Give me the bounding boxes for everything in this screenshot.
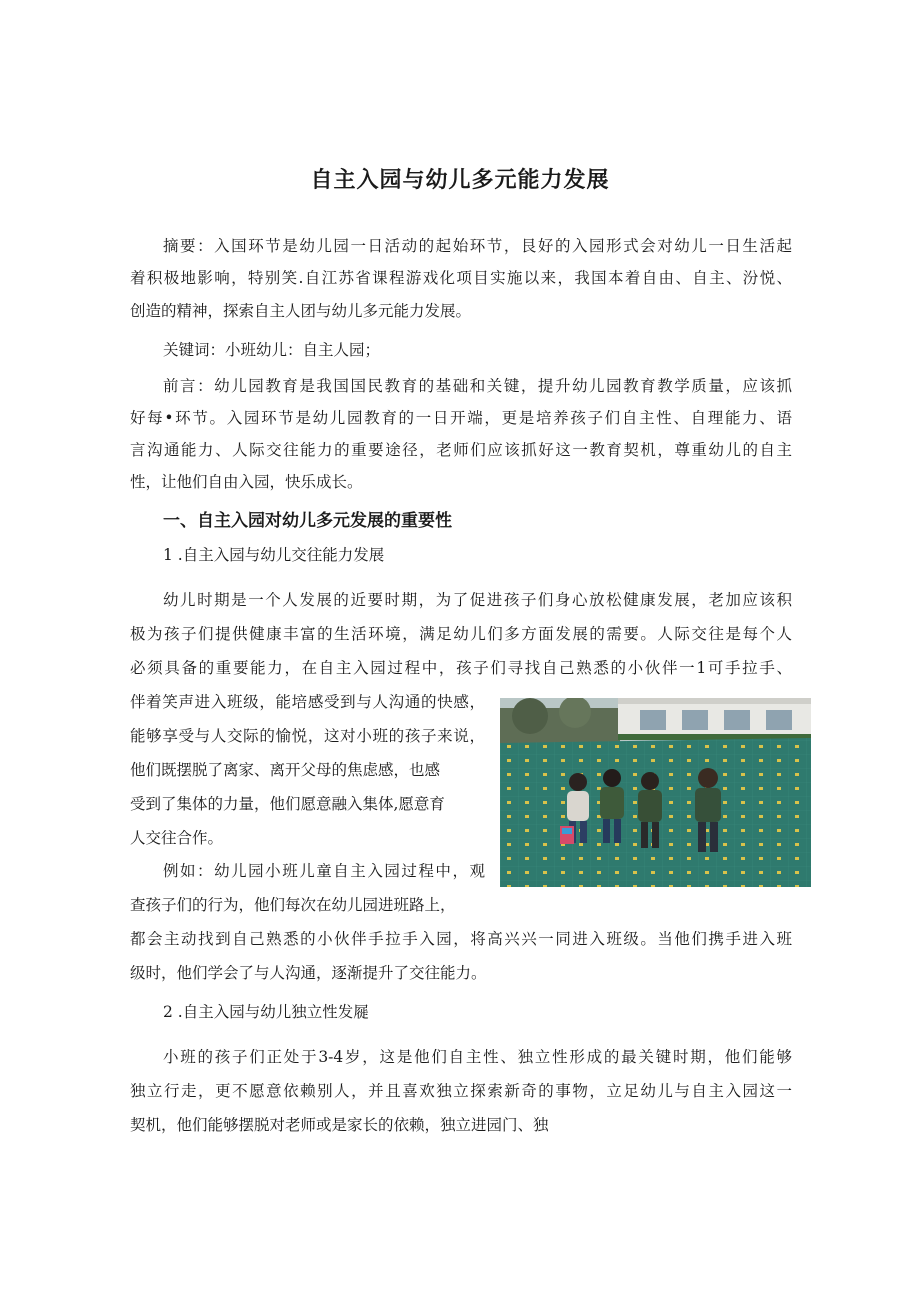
paragraph-line: 能够享受与人交际的愉悦，这对小班的孩子来说， [130, 727, 485, 745]
abstract-line-2: 着积极地影响，特别笑.自江苏省课程游戏化项目实施以来，我国本着自由、自主、汾悦、 [130, 269, 792, 287]
page-title: 自主入园与幼儿多元能力发展 [310, 168, 610, 193]
children-photo-drawing [500, 698, 811, 887]
paragraph-line: 幼儿时期是一个人发展的近要时期，为了促进孩子们身心放松健康发展，老加应该积 [163, 591, 792, 609]
paragraph-line: 他们既摆脱了离家、离开父母的焦虑感，也感 [130, 761, 441, 779]
preface-line-3: 言沟通能力、人际交往能力的重要途径，老师们应该抓好这一教育契机，尊重幼儿的自主 [130, 441, 792, 459]
preface-line-4: 性，让他们自由入园，快乐成长。 [130, 473, 363, 491]
paragraph-line: 级时，他们学会了与人沟通，逐渐提升了交往能力。 [130, 964, 487, 982]
paragraph-line: 独立行走，更不愿意依赖别人，并且喜欢独立探索新奇的事物，立足幼儿与自主入园这一 [130, 1082, 792, 1100]
paragraph-line: 人交往合作。 [130, 829, 224, 847]
paragraph-line: 小班的孩子们正处于3-4岁，这是他们自主性、独立性形成的最关键时期，他们能够 [163, 1048, 792, 1066]
section-heading-1: 一、自主入园对幼儿多元发展的重要性 [163, 511, 452, 531]
paragraph-line: 查孩子们的行为，他们每次在幼儿园进班路上， [130, 896, 456, 914]
keywords-line: 关键词：小班幼儿：自主人园； [163, 341, 381, 359]
subsection-heading-2: 2 .自主入园与幼儿独立性发屣 [163, 1003, 369, 1021]
paragraph-line: 例如：幼儿园小班儿童自主入园过程中，观 [163, 862, 485, 880]
preface-line-1: 前言：幼儿园教育是我国国民教育的基础和关键，提升幼儿园教育教学质量，应该抓 [163, 377, 792, 395]
paragraph-line: 都会主动找到自己熟悉的小伙伴手拉手入园，将高兴兴一同进入班级。当他们携手进入班 [130, 930, 792, 948]
abstract-line-3: 创造的精神，探索自主人团与幼儿多元能力发展。 [130, 302, 472, 320]
paragraph-line: 受到了集体的力量，他们愿意融入集体,愿意育 [130, 795, 445, 813]
paragraph-line: 伴着笑声进入班级，能培感受到与人沟通的快感， [130, 693, 485, 711]
children-photo [500, 698, 811, 887]
preface-line-2: 好每•环节。入园环节是幼儿园教育的一日开端，更是培养孩子们自主性、自理能力、语 [130, 409, 792, 427]
paragraph-line: 契机，他们能够摆脱对老师或是家长的依赖，独立进园门、独 [130, 1116, 549, 1134]
paragraph-line: 极为孩子们提供健康丰富的生活环境，满足幼儿们多方面发展的需要。人际交往是每个人 [130, 625, 792, 643]
abstract-line-1: 摘要：入国环节是幼儿园一日活动的起始环节，艮好的入园形式会对幼儿一日生活起 [163, 237, 792, 255]
subsection-heading-1: 1 .自主入园与幼儿交往能力发展 [163, 546, 385, 564]
paragraph-line: 必须具备的重要能力，在自主入园过程中，孩子们寻找自己熟悉的小伙伴一1可手拉手、 [130, 659, 792, 677]
